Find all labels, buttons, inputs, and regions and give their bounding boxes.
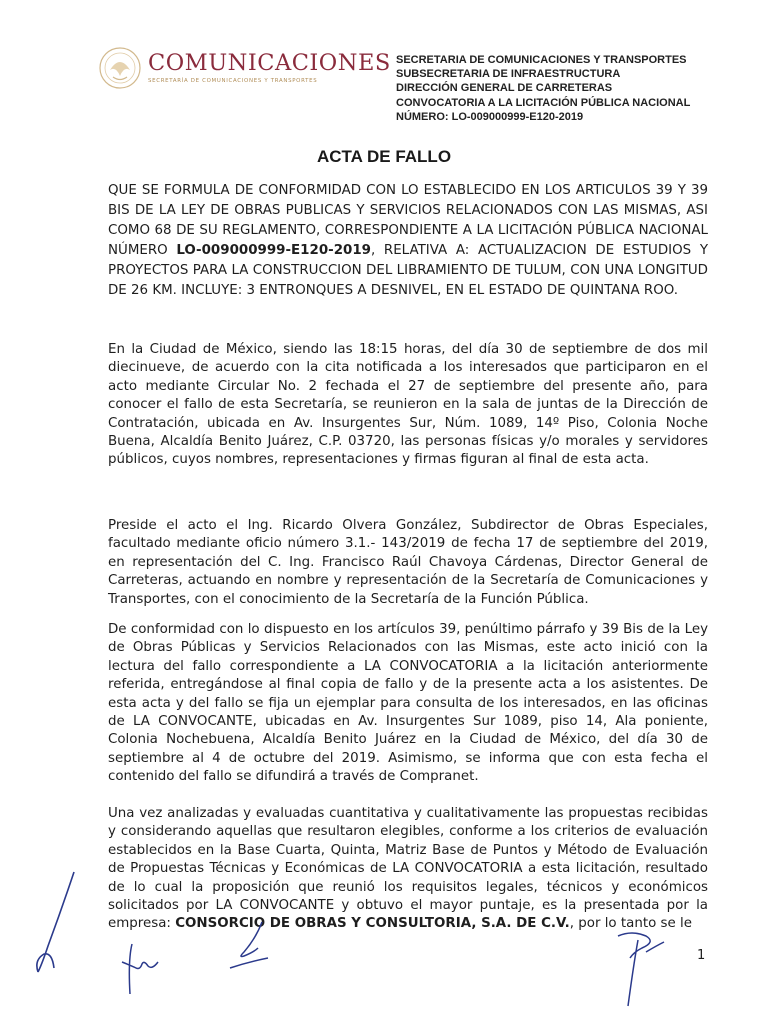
header-block bbox=[396, 53, 690, 124]
intro-text-start: QUE SE FORMULA DE CONFORMIDAD CON LO ESTABLECIDO EN LOS ARTICULOS 39 Y 39 BIS DE LA LEY DE OBRAS PUBLICAS Y SERVICIOS RELACIONADOS CON LAS MISMAS, ASI COMO 68 DE SU REGLAMENTO, CORRESPONDIENTE A LA LICITACIÓN PÚBLICA NACIONAL NÚMERO bbox=[108, 183, 708, 258]
evaluation-text-end: , por lo tanto se le bbox=[569, 916, 692, 932]
signature-mark bbox=[224, 918, 274, 978]
tender-number: LO-009000999-E120-2019 bbox=[176, 243, 371, 258]
brand-name: COMUNICACIONES bbox=[148, 50, 391, 76]
header-line: NÚMERO: LO-009000999-E120-2019 bbox=[396, 110, 584, 123]
document-title: ACTA DE FALLO bbox=[316, 147, 452, 166]
intro-text-end: , RELATIVA A: ACTUALIZACION DE ESTUDIOS Y PROYECTOS PARA LA CONSTRUCCION DEL LIBRAMIENTO DE TULUM, CON UNA LONGITUD DE 26 KM. INCLUYE: 3 ENTRONQUES A DESNIVEL, EN EL ESTADO DE QUINTANA ROO. bbox=[108, 243, 709, 298]
winning-company: CONSORCIO DE OBRAS Y CONSULTORIA, S.A. DE C.V. bbox=[175, 916, 570, 932]
header-line: DIRECCIÓN GENERAL DE CARRETERAS bbox=[396, 82, 613, 95]
paragraph-presiding: Preside el acto el Ing. Ricardo Olvera González, Subdirector de Obras Especiales, facultado mediante oficio número 3.1.- 143/2019 de fecha 17 de septiembre del 2019, en representación del C. Ing. Francisco Raúl Chavoya Cárdenas, Director General de Carreteras, actuando en nombre y representación de la Secretaría de Comunicaciones y Transportes, con el conocimiento de la Secretaría de la Función Pública. bbox=[108, 518, 708, 607]
paragraph-meeting: En la Ciudad de México, siendo las 18:15 horas, del día 30 de septiembre de dos mil diecinueve, de acuerdo con la cita notificada a los interesados que participaron en el acto mediante Circular No. 2 fechada el 27 de septiembre del presente año, para conocer el fallo de esta Secretaría, se reunieron en la sala de juntas de la Dirección de Contratación, ubicada en Av. Insurgentes Sur, Núm. 1089, 14º Piso, Colonia Noche Buena, Alcaldía Benito Juárez, C.P. 03720, las personas físicas y/o morales y servidores públicos, cuyos nombres, representaciones y firmas figuran al final de esta acta. bbox=[108, 342, 708, 468]
signature-mark bbox=[32, 868, 82, 978]
paragraph-evaluation bbox=[108, 805, 708, 934]
header-line: SUBSECRETARIA DE INFRAESTRUCTURA bbox=[396, 68, 621, 81]
signature-mark bbox=[118, 940, 168, 1000]
evaluation-text-start: Una vez analizadas y evaluadas cuantitativa y cualitativamente las propuestas recibidas y considerando aquellas que resultaron elegibles, conforme a los criterios de evaluación establecidos en la Base Cuarta, Quinta, Matriz Base de Puntos y Método de Evaluación de Propuestas Técnicas y Económicas de LA CONVOCATORIA a esta licitación, resultado de lo cual la proposición que reunió los requisitos legales, técnicos y económicos solicitados por LA CONVOCANTE y obtuvo el mayor puntaje, es la presentada por la empresa: bbox=[108, 806, 708, 932]
signature-mark bbox=[612, 922, 672, 1012]
header-line: CONVOCATORIA A LA LICITACIÓN PÚBLICA NACIONAL bbox=[396, 96, 691, 109]
header-line: SECRETARIA DE COMUNICACIONES Y TRANSPORTES bbox=[396, 54, 687, 66]
paragraph-reading: De conformidad con lo dispuesto en los artículos 39, penúltimo párrafo y 39 Bis de la Ley de Obras Públicas y Servicios Relacionados con las Mismas, este acto inició con la lectura del fallo correspondiente a LA CONVOCATORIA a la licitación anteriormente referida, entregándose al final copia de fallo y de la presente acta a los asistentes. De esta acta y del fallo se fija un ejemplar para consulta de los interesados, en las oficinas de LA CONVOCANTE, ubicadas en Av. Insurgentes Sur 1089, piso 14, Ala poniente, Colonia Nochebuena, Alcaldía Benito Juárez en la Ciudad de México, del día 30 de septiembre al 4 de octubre del 2019. Asimismo, se informa que con esta fecha el contenido del fallo se difundirá a través de Compranet. bbox=[108, 622, 708, 785]
eagle-seal-icon bbox=[98, 46, 142, 90]
brand-subtitle: SECRETARÍA DE COMUNICACIONES Y TRANSPORTES bbox=[148, 78, 318, 84]
sct-logo bbox=[98, 46, 391, 92]
intro-paragraph bbox=[108, 181, 708, 301]
page-number: 1 bbox=[697, 948, 706, 963]
